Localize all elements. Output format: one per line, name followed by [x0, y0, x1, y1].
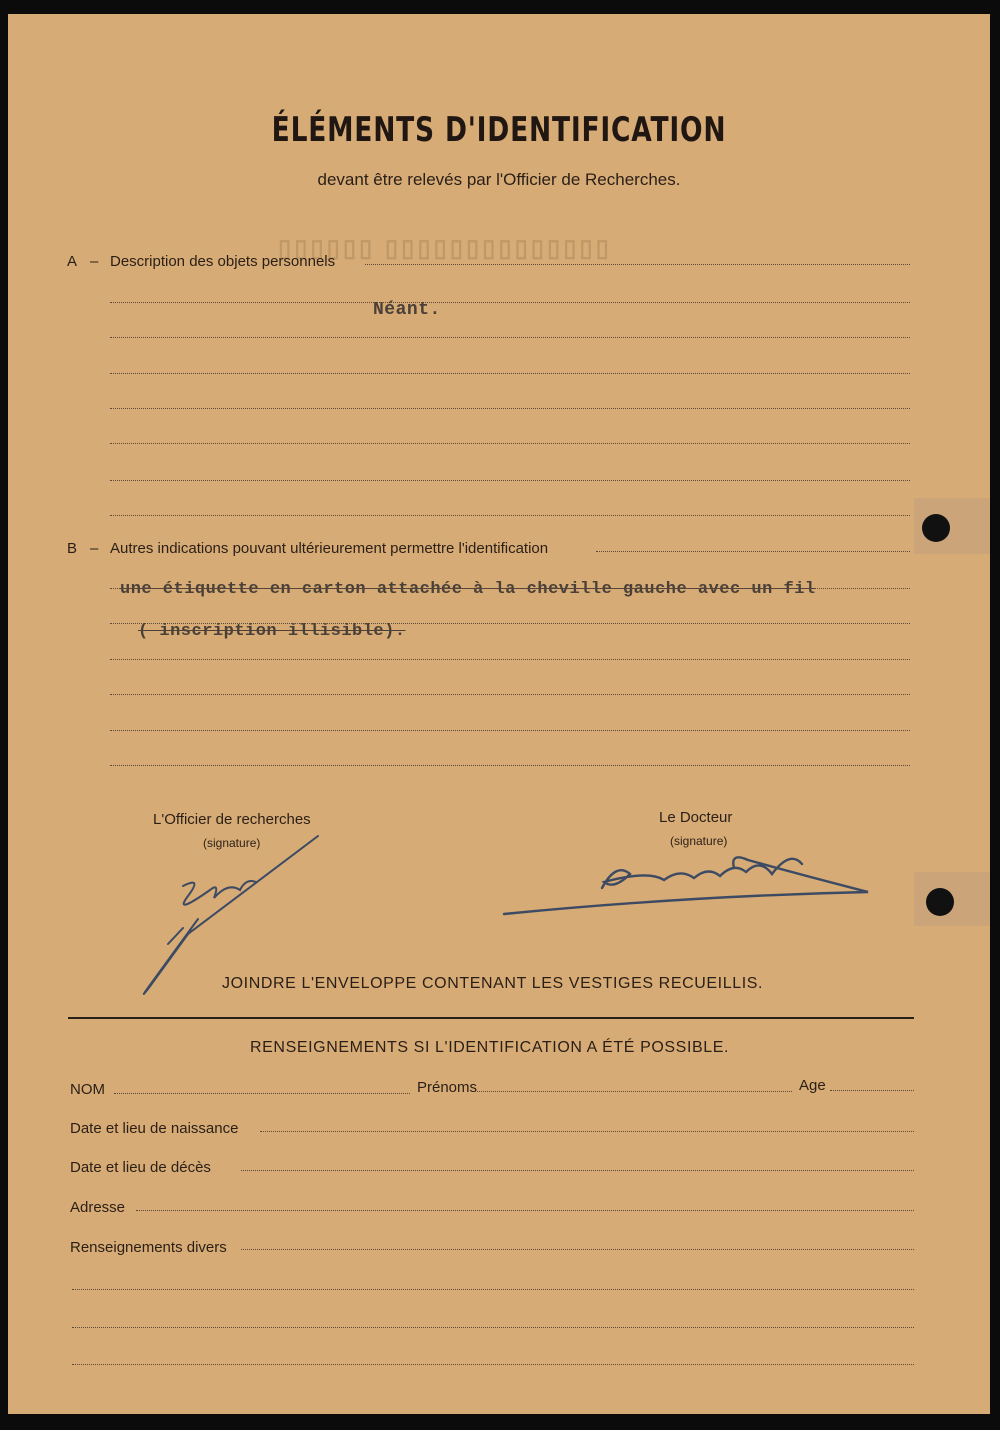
adresse-label: Adresse	[70, 1199, 126, 1216]
divers-line	[72, 1364, 914, 1365]
nom-label: NOM	[70, 1081, 105, 1098]
divers-line	[241, 1249, 914, 1250]
section-a-line	[110, 515, 910, 516]
section-a-typed-value: Néant.	[373, 300, 441, 320]
naissance-line	[260, 1131, 914, 1132]
officer-signature-note: (signature)	[203, 836, 261, 850]
deces-line	[241, 1170, 914, 1171]
section-b-line	[110, 588, 910, 589]
prenoms-line	[474, 1091, 792, 1092]
adresse-line	[136, 1210, 914, 1211]
divers-line	[72, 1289, 914, 1290]
section-a-line	[110, 480, 910, 481]
section-b-label: Autres indications pouvant ultérieurement permettre l'identification	[110, 540, 549, 557]
section-b-line	[110, 659, 910, 660]
punch-hole	[926, 888, 954, 916]
section-b-line	[110, 623, 910, 624]
bleed-through-text: ▯▯▯▯▯▯ ▯▯▯▯▯▯▯▯▯▯▯▯▯▯	[278, 235, 612, 262]
divers-line	[72, 1327, 914, 1328]
page-subtitle: devant être relevés par l'Officier de Recherches.	[317, 170, 681, 189]
section-a-line	[110, 408, 910, 409]
section-b-line	[110, 730, 910, 731]
section-b-typed-line-1: une étiquette en carton attachée à la cheville gauche avec un fil	[120, 580, 816, 599]
deces-label: Date et lieu de décès	[70, 1159, 211, 1176]
section-b-typed-line-2: ( inscription illisible).	[138, 622, 406, 641]
doctor-signature-mark	[498, 844, 878, 934]
instruction-text: JOINDRE L'ENVELOPPE CONTENANT LES VESTIGES RECUEILLIS.	[222, 975, 764, 992]
age-line	[830, 1090, 914, 1091]
naissance-label: Date et lieu de naissance	[70, 1120, 239, 1137]
doctor-signature-note: (signature)	[670, 834, 728, 848]
section-a-line	[365, 264, 910, 265]
section-a-dash: –	[90, 253, 99, 270]
section-divider	[68, 1017, 914, 1019]
info-section-heading: RENSEIGNEMENTS SI L'IDENTIFICATION A ÉTÉ POSSIBLE.	[250, 1039, 730, 1056]
section-a-label: Description des objets personnels	[110, 253, 336, 270]
section-a-line	[110, 337, 910, 338]
age-label: Age	[799, 1077, 826, 1094]
section-a-line	[110, 302, 910, 303]
section-b-line	[110, 694, 910, 695]
section-b-line	[596, 551, 910, 552]
section-b-letter: B	[67, 540, 78, 557]
punch-hole	[922, 514, 950, 542]
officer-signature-mark	[128, 824, 328, 994]
section-b-line	[110, 765, 910, 766]
doctor-signature-title: Le Docteur	[659, 809, 733, 826]
section-a-line	[110, 373, 910, 374]
prenoms-label: Prénoms	[417, 1079, 478, 1096]
officer-signature-title: L'Officier de recherches	[153, 811, 311, 828]
page-title: ÉLÉMENTS D'IDENTIFICATION	[271, 110, 727, 150]
section-b-dash: –	[90, 540, 99, 557]
nom-line	[114, 1093, 410, 1094]
divers-label: Renseignements divers	[70, 1239, 227, 1256]
section-a-letter: A	[67, 253, 78, 270]
section-a-line	[110, 443, 910, 444]
form-page	[8, 14, 990, 1414]
